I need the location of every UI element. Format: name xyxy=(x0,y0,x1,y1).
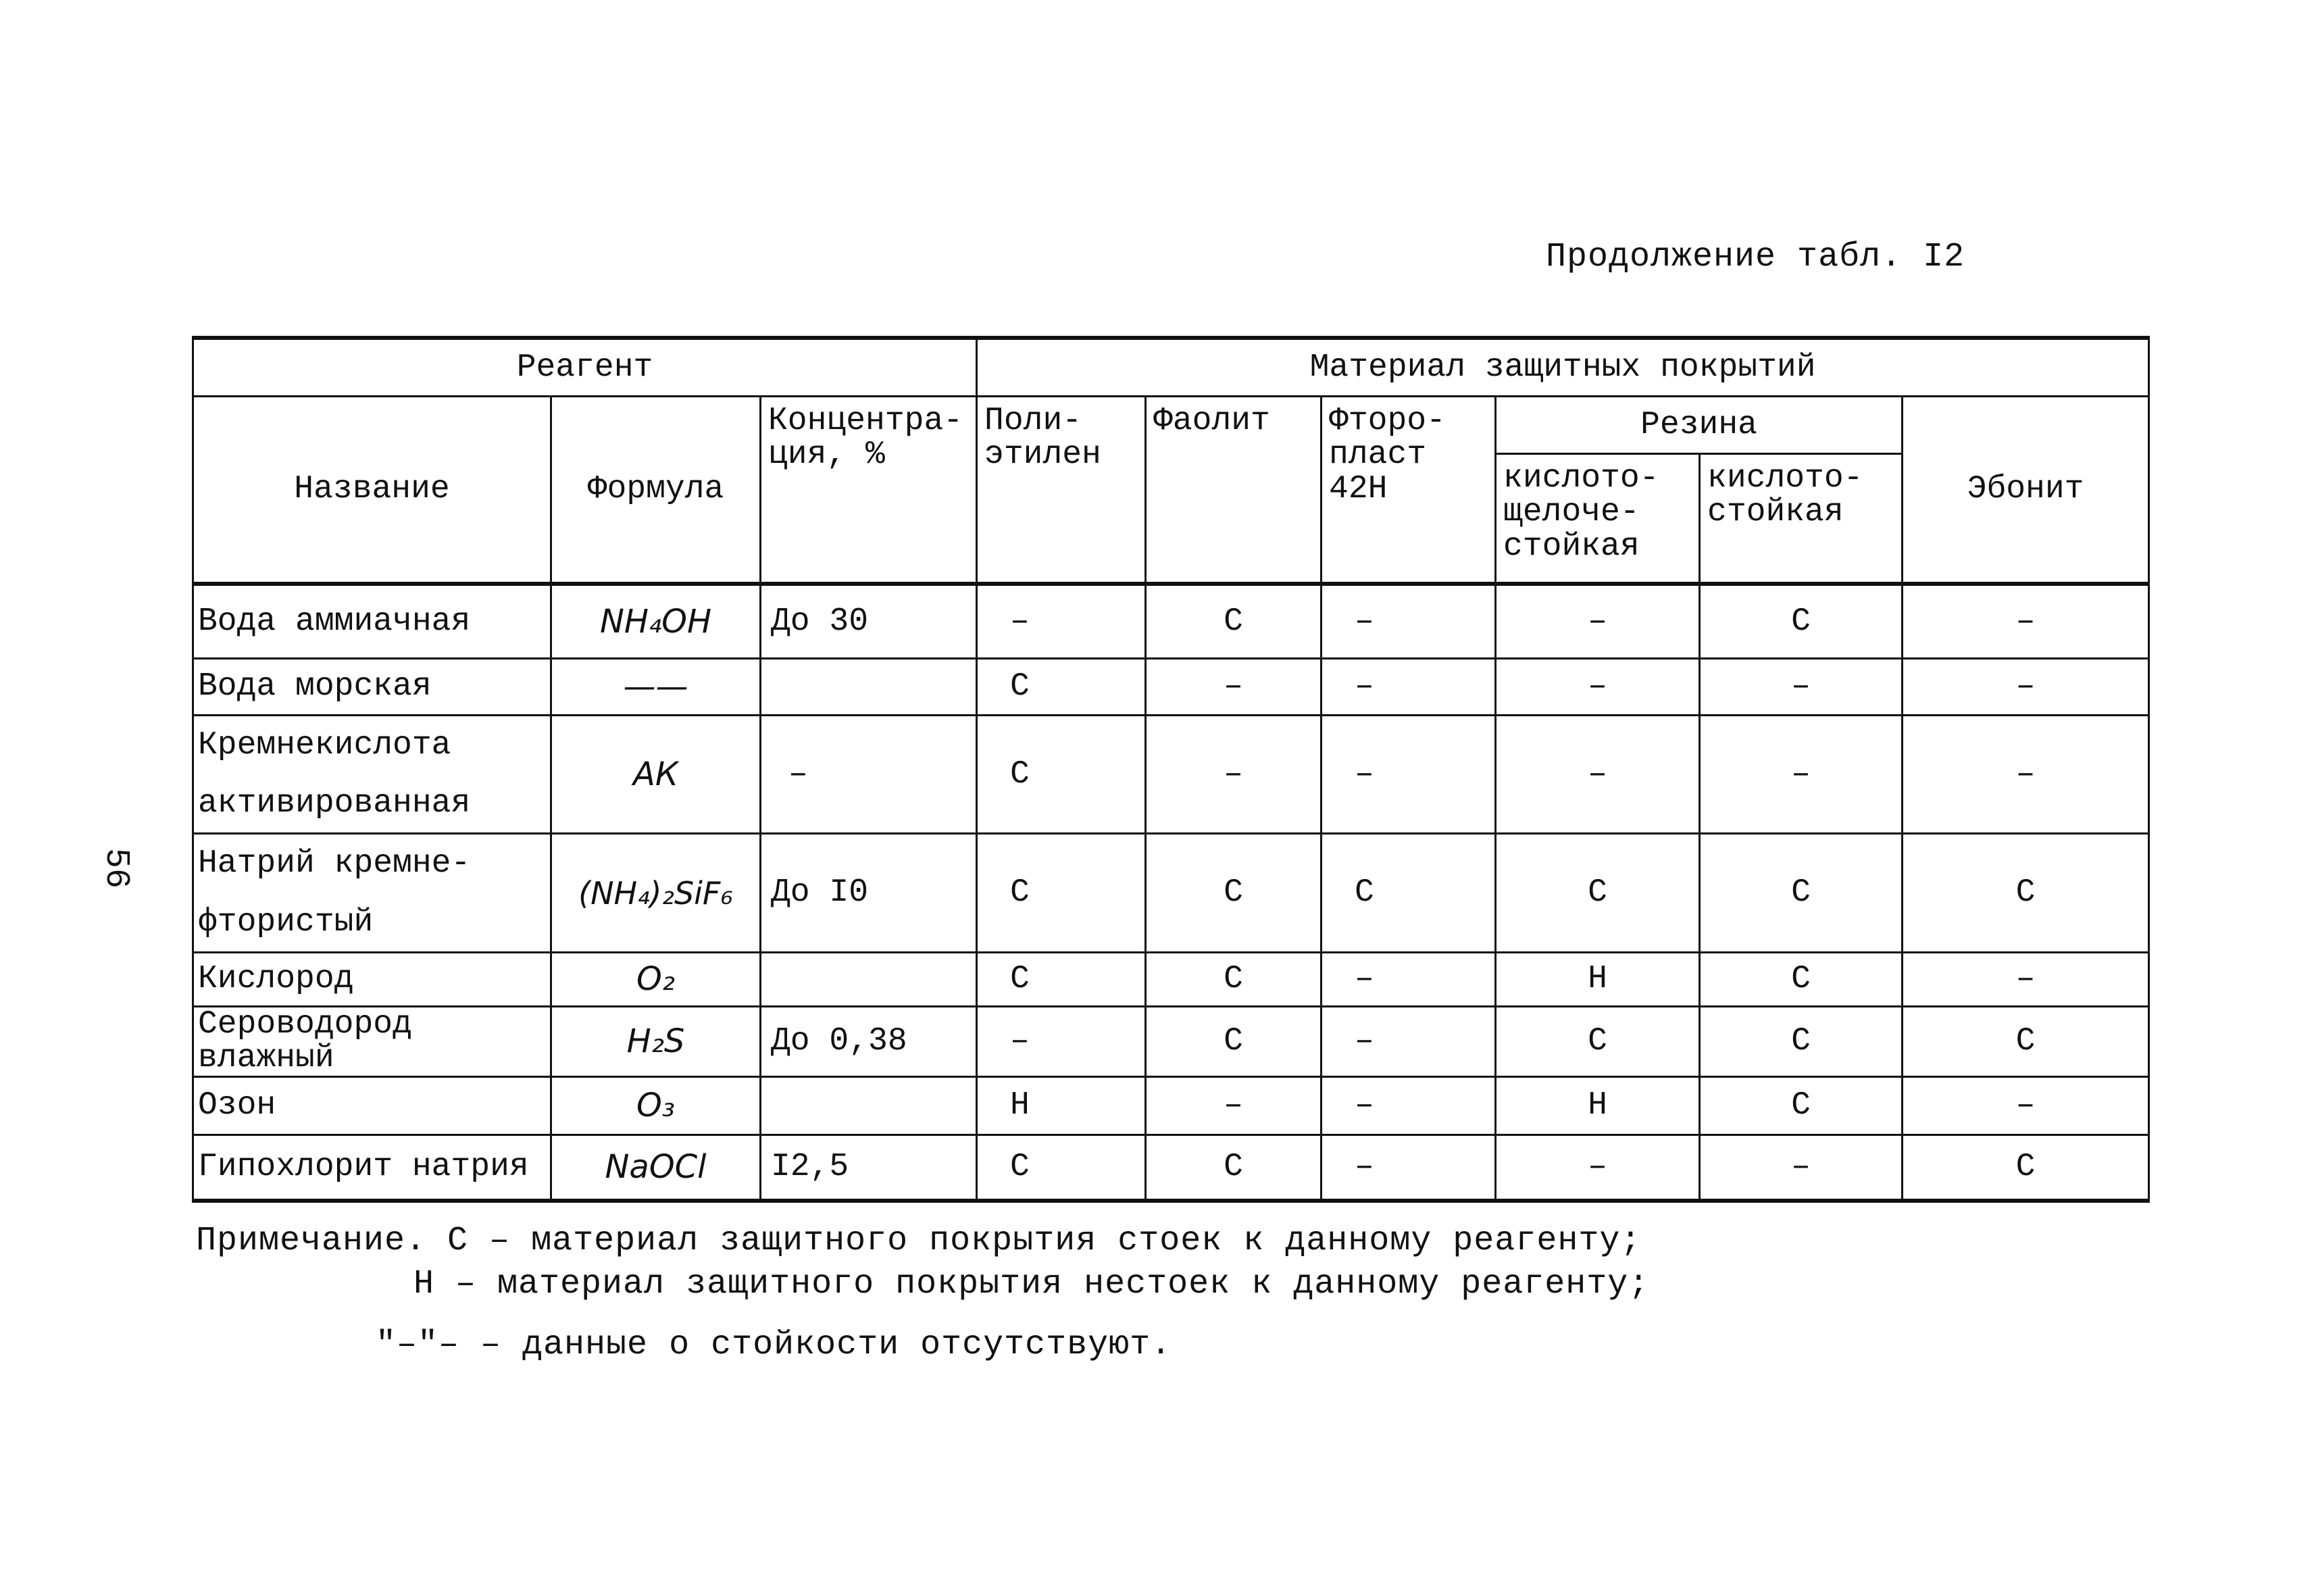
cell-polyethylene: – xyxy=(977,584,1146,658)
cell-concentration xyxy=(761,1076,977,1134)
cell-polyethylene: С xyxy=(977,953,1146,1007)
header-row-2 xyxy=(193,397,2149,454)
cell-formula: (NH₄)₂SiF₆ xyxy=(551,834,761,953)
cell-faolite: С xyxy=(1146,1134,1322,1201)
cell-fluoroplast: – xyxy=(1322,715,1496,834)
cell-rubber-acid-alkali: Н xyxy=(1496,953,1700,1007)
cell-concentration: До 0,38 xyxy=(761,1007,977,1077)
cell-ebonite: С xyxy=(1903,1007,2149,1077)
cell-name: Вода аммиачная xyxy=(193,584,551,658)
table-row xyxy=(193,584,2149,658)
table-row xyxy=(193,715,2149,834)
cell-rubber-acid: С xyxy=(1700,834,1903,953)
header-rubber: Резина xyxy=(1496,397,1903,454)
header-rubber-acid-alkali: кислото-щелоче-стойкая xyxy=(1496,454,1700,584)
cell-fluoroplast: – xyxy=(1322,953,1496,1007)
cell-name: Озон xyxy=(193,1076,551,1134)
table-row xyxy=(193,1007,2149,1077)
table-caption: Продолжение табл. I2 xyxy=(1546,238,1965,276)
cell-rubber-acid-alkali: – xyxy=(1496,715,1700,834)
cell-faolite: – xyxy=(1146,658,1322,715)
cell-ebonite: – xyxy=(1903,658,2149,715)
cell-ebonite: – xyxy=(1903,1076,2149,1134)
cell-ebonite: – xyxy=(1903,953,2149,1007)
cell-polyethylene: – xyxy=(977,1007,1146,1077)
cell-fluoroplast: – xyxy=(1322,1134,1496,1201)
header-row-1 xyxy=(193,338,2149,397)
cell-formula: H₂S xyxy=(551,1007,761,1077)
note-line-3: "–"– – данные о стойкости отсутствуют. xyxy=(376,1326,1172,1364)
cell-concentration xyxy=(761,658,977,715)
header-formula: Формула xyxy=(551,397,761,584)
cell-polyethylene: С xyxy=(977,834,1146,953)
cell-rubber-acid-alkali: С xyxy=(1496,834,1700,953)
cell-name: Сероводород влажный xyxy=(193,1007,551,1077)
cell-rubber-acid-alkali: – xyxy=(1496,584,1700,658)
header-reagent: Реагент xyxy=(193,338,977,397)
cell-rubber-acid: С xyxy=(1700,584,1903,658)
cell-faolite: – xyxy=(1146,715,1322,834)
cell-ebonite: – xyxy=(1903,584,2149,658)
cell-fluoroplast: – xyxy=(1322,658,1496,715)
cell-faolite: С xyxy=(1146,834,1322,953)
header-rubber-acid: кислото-стойкая xyxy=(1700,454,1903,584)
cell-faolite: С xyxy=(1146,584,1322,658)
cell-fluoroplast: – xyxy=(1322,1076,1496,1134)
cell-rubber-acid: – xyxy=(1700,658,1903,715)
cell-rubber-acid-alkali: С xyxy=(1496,1007,1700,1077)
header-concentration: Концентра-ция, % xyxy=(761,397,977,584)
cell-rubber-acid-alkali: – xyxy=(1496,1134,1700,1201)
cell-rubber-acid-alkali: – xyxy=(1496,658,1700,715)
cell-ebonite: – xyxy=(1903,715,2149,834)
cell-concentration: До 30 xyxy=(761,584,977,658)
cell-formula: —— xyxy=(551,658,761,715)
cell-rubber-acid: С xyxy=(1700,1076,1903,1134)
cell-concentration: I2,5 xyxy=(761,1134,977,1201)
header-fluoroplast: Фторо-пласт 42Н xyxy=(1322,397,1496,584)
cell-name: Гипохлорит натрия xyxy=(193,1134,551,1201)
cell-rubber-acid-alkali: Н xyxy=(1496,1076,1700,1134)
cell-formula: NaOCl xyxy=(551,1134,761,1201)
header-faolite: Фаолит xyxy=(1146,397,1322,584)
cell-fluoroplast: С xyxy=(1322,834,1496,953)
cell-name: Вода морская xyxy=(193,658,551,715)
cell-concentration: До I0 xyxy=(761,834,977,953)
cell-name: Натрий кремне-фтористый xyxy=(193,834,551,953)
header-ebonite: Эбонит xyxy=(1903,397,2149,584)
cell-rubber-acid: – xyxy=(1700,1134,1903,1201)
table-row xyxy=(193,953,2149,1007)
cell-formula: O₃ xyxy=(551,1076,761,1134)
cell-polyethylene: Н xyxy=(977,1076,1146,1134)
cell-faolite: С xyxy=(1146,1007,1322,1077)
page-number: 56 xyxy=(97,848,135,889)
cell-polyethylene: С xyxy=(977,1134,1146,1201)
cell-fluoroplast: – xyxy=(1322,1007,1496,1077)
header-materials: Материал защитных покрытий xyxy=(977,338,2149,397)
resistance-table xyxy=(192,336,2150,1203)
table-row xyxy=(193,1076,2149,1134)
table-row xyxy=(193,1134,2149,1201)
cell-name: Кремнекислота активированная xyxy=(193,715,551,834)
cell-concentration xyxy=(761,953,977,1007)
note-line-2: Н – материал защитного покрытия нестоек к данному реагенту; xyxy=(413,1265,1650,1303)
cell-polyethylene: С xyxy=(977,658,1146,715)
cell-polyethylene: С xyxy=(977,715,1146,834)
header-name: Название xyxy=(193,397,551,584)
header-polyethylene: Поли-этилен xyxy=(977,397,1146,584)
cell-formula: АК xyxy=(551,715,761,834)
table-row xyxy=(193,658,2149,715)
cell-ebonite: С xyxy=(1903,1134,2149,1201)
cell-faolite: С xyxy=(1146,953,1322,1007)
cell-rubber-acid: – xyxy=(1700,715,1903,834)
cell-fluoroplast: – xyxy=(1322,584,1496,658)
cell-faolite: – xyxy=(1146,1076,1322,1134)
cell-rubber-acid: С xyxy=(1700,1007,1903,1077)
cell-ebonite: С xyxy=(1903,834,2149,953)
note-line-1: Примечание. С – материал защитного покрытия стоек к данному реагенту; xyxy=(196,1222,1642,1260)
table-row xyxy=(193,834,2149,953)
cell-name: Кислород xyxy=(193,953,551,1007)
cell-formula: NH₄OH xyxy=(551,584,761,658)
cell-concentration: – xyxy=(761,715,977,834)
cell-formula: O₂ xyxy=(551,953,761,1007)
cell-rubber-acid: С xyxy=(1700,953,1903,1007)
